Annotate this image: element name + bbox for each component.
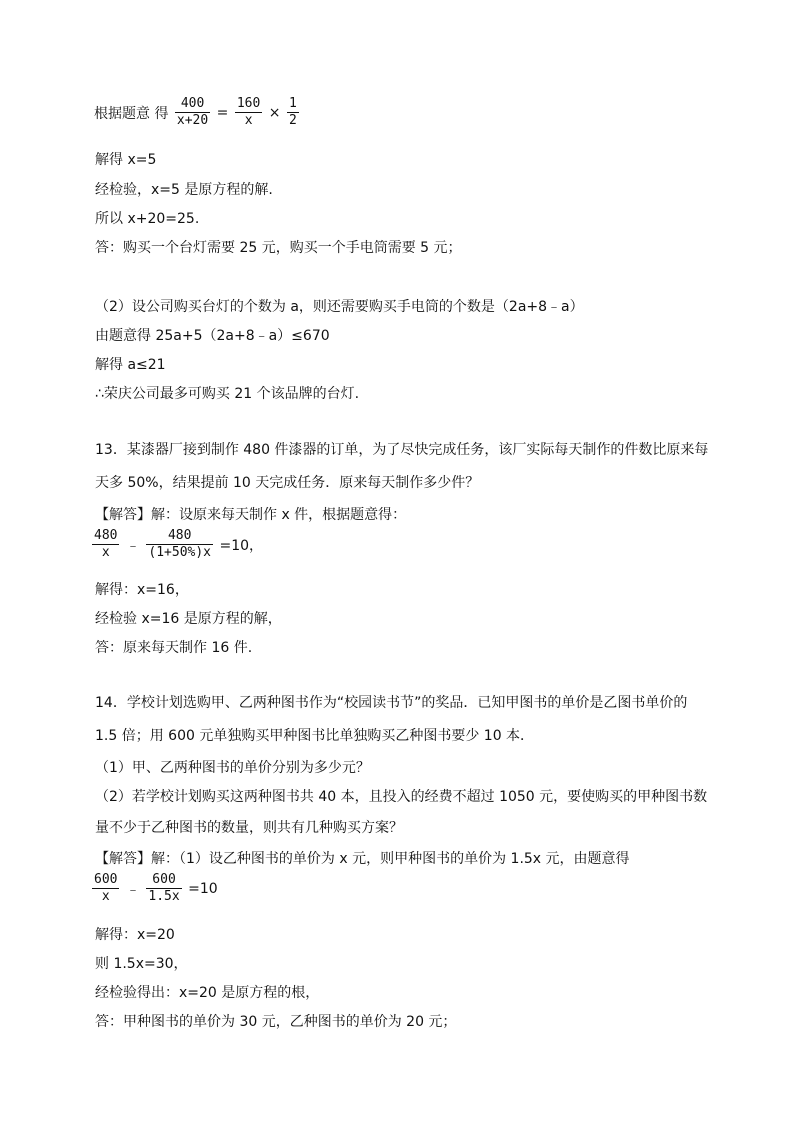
- question-14-text: （2）若学校计划购买这两种图书共 40 本，且投入的经费不超过 1050 元，要使购买的甲种图书数: [95, 789, 708, 805]
- text-line: 解得：x=20: [95, 927, 175, 943]
- text-line: ∴荣庆公司最多可购买 21 个该品牌的台灯.: [95, 386, 360, 402]
- text-line: 解得：x=16，: [95, 582, 189, 598]
- text-line: 所以 x+20=25.: [95, 211, 200, 227]
- question-14-text: 量不少于乙种图书的数量，则共有几种购买方案？: [95, 820, 403, 836]
- answer-label: 【解答】解：设原来每天制作 x 件，根据题意得：: [95, 507, 407, 523]
- text-line: 解得 x=5: [95, 152, 157, 168]
- equation-1-prefix: 根据题意 得: [94, 105, 169, 122]
- question-13-text: 天多 50%，结果提前 10 天完成任务．原来每天制作多少件？: [95, 475, 480, 491]
- text-line: 经检验 x=16 是原方程的解，: [95, 611, 282, 627]
- fraction-600-over-x: $\frac{600}{x}$: [94, 872, 118, 904]
- text-line: 答：购买一个台灯需要 25 元，购买一个手电筒需要 5 元；: [95, 240, 462, 256]
- question-14-text: 14．学校计划选购甲、乙两种图书作为“校园读书节”的奖品．已知甲图书的单价是乙图书单价的: [95, 695, 688, 711]
- equation-14: $\frac{600}{x}$ ﹣ $\frac{600}{1.5x}$ =10: [94, 872, 218, 904]
- answer-label: 【解答】解：（1）设乙种图书的单价为 x 元，则甲种图书的单价为 1.5x 元，由题意得: [95, 851, 630, 867]
- fraction-400-over-x-plus-20: $\frac{400}{x+20}$: [176, 96, 209, 128]
- fraction-480-over-x: $\frac{480}{x}$: [94, 528, 118, 560]
- text-line: 答：甲种图书的单价为 30 元，乙种图书的单价为 20 元；: [95, 1014, 457, 1030]
- fraction-1-over-2: $\frac{1}{2}$: [288, 96, 297, 128]
- question-14-text: （1）甲、乙两种图书的单价分别为多少元？: [95, 760, 370, 776]
- text-line: 解得 a≤21: [95, 357, 166, 373]
- equation-13: $\frac{480}{x}$ ﹣ $\frac{480}{(1+50\%)x}$ =10，: [94, 528, 264, 560]
- fraction-600-over-1-5x: $\frac{600}{1.5x}$: [148, 872, 180, 904]
- text-line: 经检验，x=5 是原方程的解.: [95, 182, 273, 198]
- question-14-text: 1.5 倍；用 600 元单独购买甲种图书比单独购买乙种图书要少 10 本．: [95, 728, 535, 744]
- fraction-480-over-150pct-x: $\frac{480}{(1+50\%)x}$: [148, 528, 212, 560]
- text-line: 答：原来每天制作 16 件.: [95, 640, 253, 656]
- equation-1: 根据题意 得 $\frac{400}{x+20}$ = $\frac{160}{x}$ × $\frac{1}{2}$: [94, 96, 297, 128]
- text-line: （2）设公司购买台灯的个数为 a，则还需要购买手电筒的个数是（2a+8﹣a）: [95, 299, 584, 315]
- text-line: 由题意得 25a+5（2a+8﹣a）≤670: [95, 328, 330, 344]
- question-13-text: 13．某漆器厂接到制作 480 件漆器的订单，为了尽快完成任务，该厂实际每天制作的件数比原来每: [95, 442, 709, 458]
- text-line: 则 1.5x=30，: [95, 956, 188, 972]
- text-line: 经检验得出：x=20 是原方程的根，: [95, 985, 320, 1001]
- fraction-160-over-x: $\frac{160}{x}$: [236, 96, 261, 128]
